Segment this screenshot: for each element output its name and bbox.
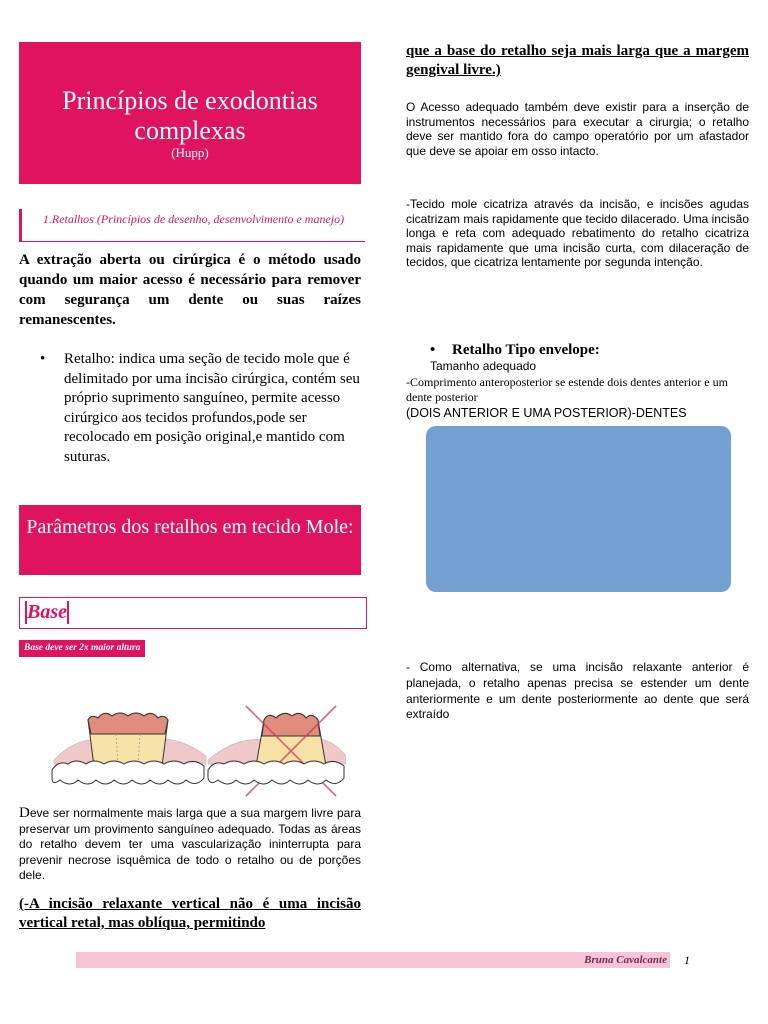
envelope-line-1: Tamanho adequado [430,359,537,373]
page-subtitle: (Hupp) [171,145,209,160]
right-paragraph-1: O Acesso adequado também deve existir para a inserção de instrumentos necessários para executar a cirurgia; o retalho deve ser mantido fora do campo operatório por um afastador que deve se apoiar em osso intacto. [406,100,749,158]
field-cursor-bar [67,601,69,624]
left-body-paragraph [19,806,361,884]
right-paragraph-3: - Como alternativa, se uma incisão relaxante anterior é planejada, o retalho apenas precisa se estender um dente anteriormente e um dente posteriormente ao dente que será extraído [406,660,749,722]
image-placeholder-box [426,426,731,592]
footer-bar [76,952,670,968]
flap-illustration [46,698,346,798]
title-box [19,42,361,184]
left-body-text: eve ser normalmente mais larga que a sua margem livre para preservar um provimento sanguíneo adequado. Todas as áreas do retalho devem ter uma vascularização ininterrupta para prevenir necrose isquêmica de todo o retalho ou de porções dele. [19,806,361,882]
section-heading: 1.Retalhos (Princípios de desenho, desenvolvimento e manejo) [19,209,365,242]
base-field-label: Base [27,601,67,623]
envelope-line-3: (DOIS ANTERIOR E UMA POSTERIOR)-DENTES [406,405,687,420]
right-paragraph-2: -Tecido mole cicatriza através da incisão, e incisões agudas cicatrizam mais rapidamente que tecido dilacerado. Uma incisão longa e reta com adequado rebatimento do retalho cicatriza mais rapidamente que uma incisão curta, com dilaceração de tecidos, que cicatriza lentamente por segunda intenção. [406,197,749,270]
bullet-dot: • [430,342,436,358]
base-note: Base deve ser 2x maior altura [19,640,145,657]
parameters-box: Parâmetros dos retalhos em tecido Mole: [19,505,361,575]
bullet-retalho: • Retalho: indica uma seção de tecido mole que é delimitado por uma incisão cirúrgica, contém seu próprio suprimento sanguíneo, permite acesso cirúrgico aos tecidos profundos,pode ser recolocado em posição original,e mantido com suturas. [40,350,365,467]
page-number: 1 [684,953,690,967]
envelope-details [406,359,749,421]
underlined-note-left: (-A incisão relaxante vertical não é uma incisão vertical retal, mas oblíqua, permitindo [19,896,361,931]
flap-illustration-left [52,713,206,784]
underlined-note-right: que a base do retalho seja mais larga que a margem gengival livre.) [406,43,749,78]
envelope-heading [430,340,600,360]
page-title: Princípios de exodontias complexas [62,86,318,145]
base-field[interactable] [19,597,367,629]
footer-author: Bruna Cavalcante [584,954,667,966]
envelope-heading-text: Retalho Tipo envelope: [452,342,600,358]
intro-paragraph: A extração aberta ou cirúrgica é o método usado quando um maior acesso é necessário para remover com segurança um dente ou suas raízes remanescentes. [19,252,361,328]
dropcap: D [19,805,30,821]
envelope-line-2: -Comprimento anteroposterior se estende dois dentes anterior e um dente posterior [406,374,728,404]
bullet-list [40,350,365,467]
flap-illustration-right [208,706,346,796]
